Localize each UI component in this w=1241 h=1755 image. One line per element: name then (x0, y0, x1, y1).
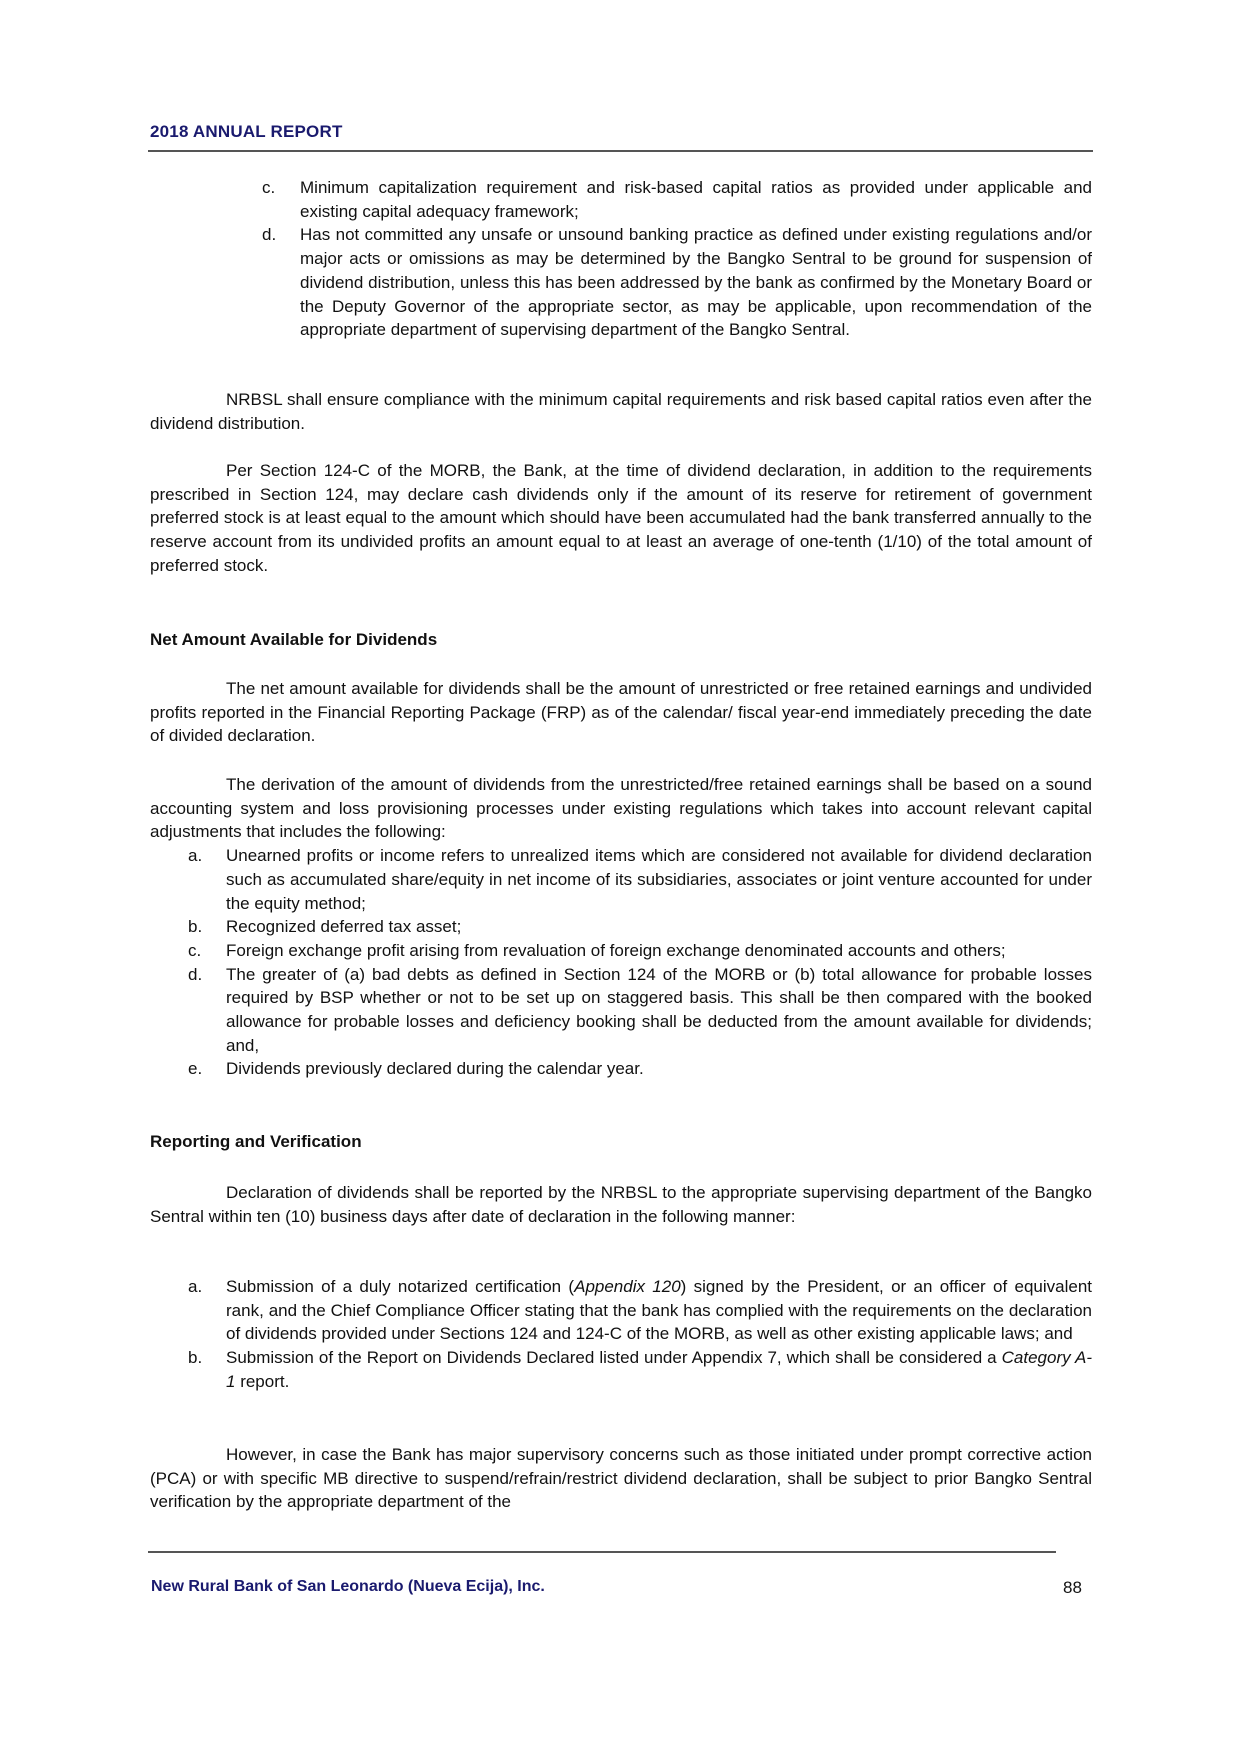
list-marker: c. (188, 940, 202, 960)
list-item (262, 223, 1092, 342)
list-item-text: Dividends previously declared during the calendar year. (226, 1059, 644, 1079)
reporting-requirements-list (188, 1275, 1092, 1394)
list-item (188, 939, 1092, 963)
list-marker: d. (188, 964, 203, 984)
list-item (262, 176, 1092, 223)
header-rule (148, 150, 1093, 152)
list-item (188, 844, 1092, 915)
however-paragraph: However, in case the Bank has major supervisory concerns such as those initiated under prompt corrective action (PCA) or with specific MB directive to suspend/refrain/restrict dividend declaration, shall be subject to prior Bangko Sentral verification by the appropriate department of the (150, 1445, 1092, 1512)
net-amount-paragraph: The net amount available for dividends shall be the amount of unrestricted or free retained earnings and undivided profits reported in the Financial Reporting Package (FRP) as of the calendar/ fiscal year-end immediately preceding the date of divided declaration. (150, 679, 1092, 746)
list-marker: a. (188, 846, 203, 866)
list-marker: a. (188, 1277, 203, 1296)
list-marker: b. (188, 1348, 203, 1368)
derivation-paragraph: The derivation of the amount of dividends from the unrestricted/free retained earnings shall be based on a sound accounting system and loss provisioning processes under existing regulations which takes into account relevant capital adjustments that includes the following: (150, 775, 1092, 842)
section-124c-paragraph: Per Section 124-C of the MORB, the Bank, at the time of dividend declaration, in addition to the requirements prescribed in Section 124, may declare cash dividends only if the amount of its reserve for retirement of government preferred stock is at least equal to the amount which should have been accumulated had the bank transferred annually to the reserve account from its undivided profits an amount equal to at least an average of one-tenth (1/10) of the total amount of preferred stock. (150, 461, 1092, 575)
list-item-text: Submission of the Report on Dividends Declared listed under Appendix 7, which shall be considered a Category A-1 report. (226, 1348, 1092, 1391)
declaration-paragraph: Declaration of dividends shall be reported by the NRBSL to the appropriate supervising department of the Bangko Sentral within ten (10) business days after date of declaration in the following manner: (150, 1183, 1092, 1226)
footer-bank-name: New Rural Bank of San Leonardo (Nueva Ecija), Inc. (151, 1578, 545, 1595)
capital-adjustments-list (188, 844, 1092, 1081)
reporting-heading: Reporting and Verification (150, 1132, 362, 1151)
list-item (188, 1346, 1092, 1393)
list-marker: c. (262, 178, 276, 197)
list-item-text: Has not committed any unsafe or unsound banking practice as defined under existing regulations and/or major acts or omissions as may be determined by the Bangko Sentral to be ground for suspension of dividend distribution, unless this has been addressed by the bank as confirmed by the Monetary Board or the Deputy Governor of the appropriate sector, as may be applicable, upon recommendation of the appropriate department of supervising department of the Bangko Sentral. (300, 225, 1092, 340)
list-item (188, 915, 1092, 939)
footer-rule (148, 1551, 1056, 1553)
appendix-reference: Appendix 120 (574, 1277, 681, 1296)
list-item-text: Submission of a duly notarized certification (Appendix 120) signed by the President, or an officer of equivalent rank, and the Chief Compliance Officer stating that the bank has complied with the requirements on the declaration of dividends provided under Sections 124 and 124-C of the MORB, as well as other existing applicable laws; and (226, 1277, 1092, 1344)
list-item-text: The greater of (a) bad debts as defined in Section 124 of the MORB or (b) total allowance for probable losses required by BSP whether or not to be set up on staggered basis. This shall be then compared with the booked allowance for probable losses and deficiency booking shall be deducted from the amount available for dividends; and, (226, 964, 1092, 1055)
list-marker: d. (262, 225, 277, 245)
net-amount-heading: Net Amount Available for Dividends (150, 630, 438, 649)
page-number: 88 (1063, 1578, 1082, 1597)
category-reference: Category A-1 (226, 1348, 1092, 1391)
nrbsl-compliance-paragraph: NRBSL shall ensure compliance with the minimum capital requirements and risk based capital ratios even after the dividend distribution. (150, 390, 1092, 433)
report-header-title: 2018 ANNUAL REPORT (150, 122, 343, 141)
list-item-text: Unearned profits or income refers to unrealized items which are considered not available for dividend declaration such as accumulated share/equity in net income of its subsidiaries, associates or joint venture accounted for under the equity method; (226, 846, 1092, 913)
list-item-text: Recognized deferred tax asset; (226, 917, 462, 937)
list-marker: e. (188, 1059, 203, 1079)
list-item (188, 1275, 1092, 1346)
list-item-text: Foreign exchange profit arising from revaluation of foreign exchange denominated accounts and others; (226, 940, 1006, 960)
list-marker: b. (188, 917, 203, 937)
list-item (188, 963, 1092, 1058)
list-item (188, 1057, 1092, 1081)
list-item-text: Minimum capitalization requirement and risk-based capital ratios as provided under applicable and existing capital adequacy framework; (300, 178, 1092, 221)
capital-requirements-list (150, 176, 1092, 342)
